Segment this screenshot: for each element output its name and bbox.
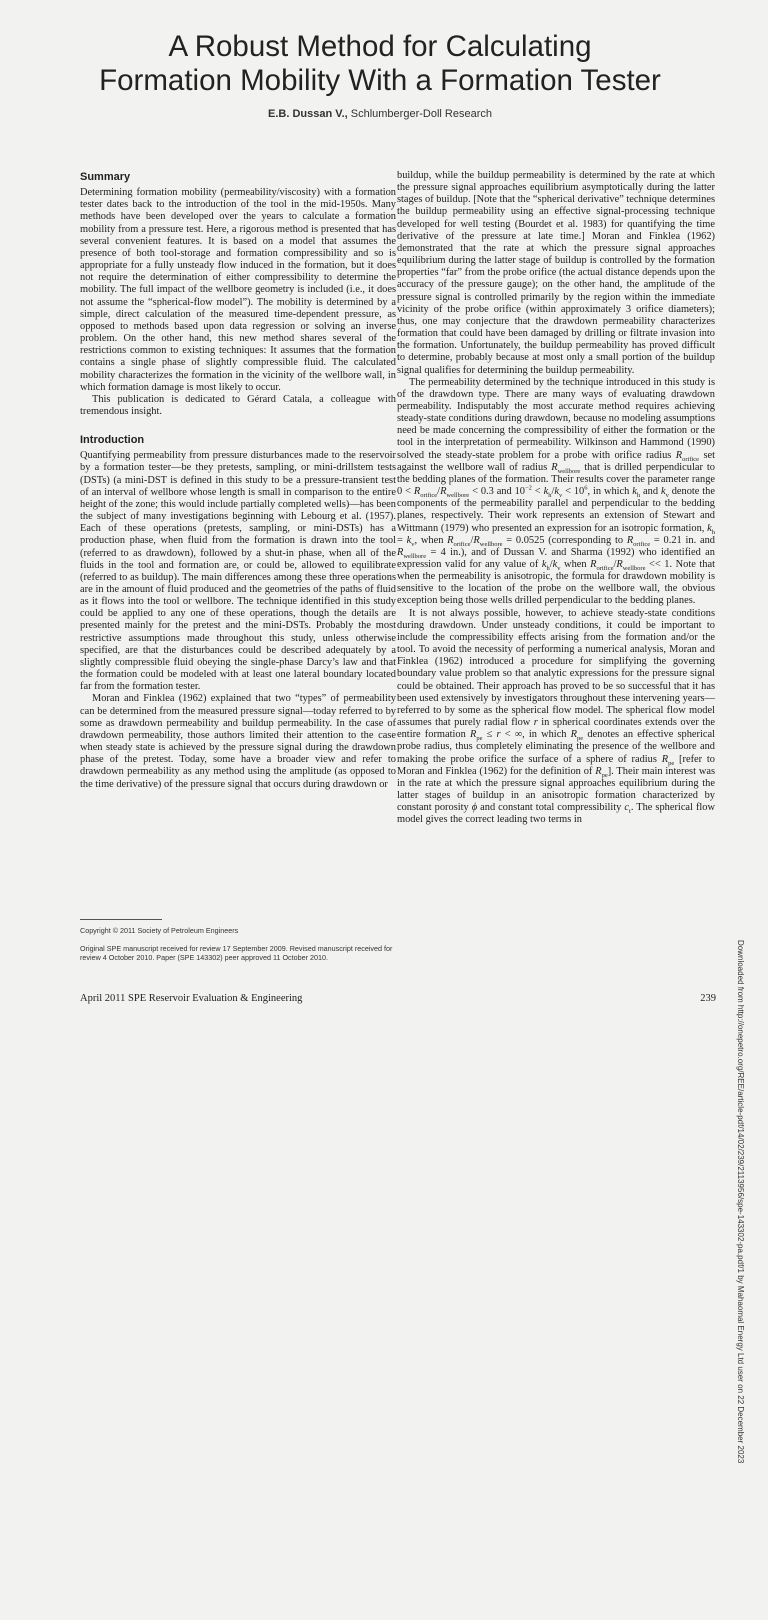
introduction-paragraph-1: Quantifying permeability from pressure disturbances made to the reservoir by a formation tester—be they pretests, sampling, or mini-drillstem tests (DSTs) (a mini-DST is defined in this study to be a pressure-transient test of an interval of wellbore whose length is small in comparison to the entire height of the zone; this would include partially completed wells)—has been the subject of many investigations beginning with Lebourg et al. (1957). Each of these operations (pretests, sampling, or mini-DSTs) has a production phase, when fluid from the formation is drawn into the tool (referred to as drawdown), followed by a shut-in phase, when all of the fluids in the tool and formation are, or could be, allowed to equilibrate (referred to as buildup). The main differences among these three operations are in the amount of fluid produced and the geometries of the paths of fluid as it flows into the tool or wellbore. The technique identified in this study could be applied to any one of these operations, though the details are presented mainly for the pretest and the mini-DSTs. Probably the most restrictive assumptions made throughout this study, unless otherwise specified, are that the disturbances could be described adequately by a slightly compressible fluid obeying the single-phase Darcy’s law and that the formation could be modeled with at least one lateral boundary located far from the formation tester. [80,450,396,693]
author-affiliation: Schlumberger-Doll Research [350,108,492,120]
author-line [40,108,720,120]
paper-title [40,30,720,98]
copyright-note: Copyright © 2011 Society of Petroleum Engineers [80,926,239,935]
left-column [80,171,396,791]
title-line-1: A Robust Method for Calculating [168,30,592,63]
title-line-2: Formation Mobility With a Formation Tester [99,64,661,97]
journal-footer: April 2011 SPE Reservoir Evaluation & Engineering [80,993,303,1004]
right-paragraph-1: buildup, while the buildup permeability is determined by the rate at which the pressure signal approaches equilibrium asymptotically during the latter stages of buildup. [Note that the “spherical derivative” technique determines the buildup permeability using an effective signal-processing technique developed for well testing (Bourdet et al. 1983) for quantifying the time derivative of the pressure at late time.] Moran and Finklea (1962) demonstrated that the rate at which the pressure signal approaches equilibrium during the latter stage of buildup is controlled by the formation properties “far” from the probe orifice (the actual distance depends upon the accuracy of the pressure gauge); on the other hand, the amplitude of the pressure signal is controlled primarily by the region within the immediate vicinity of the probe orifice (within approximately 3 orifice diameters); thus, one may conjecture that the drawdown permeability characterizes formation that could have been damaged by drilling or filtrate invasion into the formation. Unfortunately, the buildup permeability has proved difficult to determine, probably because at most only a small portion of the buildup signal qualifies for determining the buildup permeability. [397,170,715,376]
footnote-rule [80,919,162,920]
summary-heading: Summary [80,171,131,183]
manuscript-received-note: Original SPE manuscript received for review 17 September 2009. Revised manuscript received for review 4 October 2010. Paper (SPE 143302) peer approved 11 October 2010. [80,944,393,963]
introduction-heading: Introduction [80,434,145,447]
page-number: 239 [700,993,716,1004]
download-sidenote: Downloaded from http://onepetro.org/REE/article-pdf/14/02/239/2113956/spe-143302-pa.pdf/1 by Mahaomal Energy Ltd user on 22 December 2023 [736,940,745,1464]
introduction-paragraph-2: Moran and Finklea (1962) explained that two “types” of permeability can be determined from the measured pressure signal—today referred to by some as drawdown permeability and buildup permeability. In the case of drawdown permeability, those authors limited their attention to the case when steady state is achieved by the pressure signal during the drawdown phase of the pretest. Today, some have a broader view and refer to drawdown permeability as any method using the amplitude (as opposed to the time derivative) of the pressure signal that occurs during drawdown or [80,693,396,790]
right-paragraph-3: It is not always possible, however, to achieve steady-state conditions during drawdown. Under unsteady conditions, it could be important to include the compressibility effects arising from the formation and/or the tool. To avoid the necessity of performing a numerical analysis, Moran and Finklea (1962) introduced a procedure for simplifying the governing boundary value problem so that analytic expressions for the pressure signal could be obtained. Their approach has proved to be so successful that it has been used extensively by investigators throughout these intervening years—referred to by some as the spherical flow model. The spherical flow model assumes that purely radial flow r in spherical coordinates extends over the entire formation $R_{pe} \le r$ < ∞, in which $R_{pe}$ denotes an effective spherical probe radius, thus completely eliminating the presence of the wellbore and making the probe orifice the surface of a sphere of radius $R_{pe}$ [refer to Moran and Finklea (1962) for the definition of $R_{pe}$]. Their main interest was in the rate at which the pressure signal approaches equilibrium during the latter stages of buildup in an anisotropic formation characterized by constant porosity ϕ and constant total compressibility $c_t$. The spherical flow model gives the correct leading two terms in [397,607,716,826]
right-paragraph-2: The permeability determined by the technique introduced in this study is of the drawdown type. There are many ways of evaluating drawdown permeability. Indisputably the most accurate method requires achieving steady-state conditions during drawdown, because no modeling assumptions need be made concerning the compressibility of either the formation or the tool in the interpretation of permeability. Wilkinson and Hammond (1990) solved the steady-state problem for a probe with orifice radius $R_{orifice}$ set against the wellbore wall of radius $R_{wellbore}$ that is drilled perpendicular to the bedding planes of the formation. Their results cover the parameter range $0 < R_{orifice}/R_{wellbore} < 0.3$ and $10^{-2} < k_h/k_v < 10^6$, in which $k_h$ and $k_v$ denote the components of the permeability parallel and perpendicular to the bedding planes, respectively. Their work represents an extension of Stewart and Wittmann (1979) who presented an expression for an isotropic formation, $k_h = k_v$, when $R_{orifice}/R_{wellbore} = 0.0525$ (corresponding to $R_{orifice} = 0.21$ in. and $R_{wellbore} = 4$ in.), and of Dussan V. and Sharma (1992) who identified an expression valid for any value of $k_h/k_v$ when $R_{orifice}/R_{wellbore} << 1$. Note that when the permeability is anisotropic, the formula for drawdown mobility is sensitive to the location of the probe on the wellbore wall, the obvious exception being those wells drilled perpendicular to the bedding planes. [397,376,716,607]
dedication-paragraph: This publication is dedicated to Gérard Catala, a colleague with tremendous insight. [80,393,396,417]
right-column [397,170,715,826]
summary-paragraph: Determining formation mobility (permeability/viscosity) with a formation tester dates back to the introduction of the tool in the mid-1950s. Many methods have been developed over the years to calculate a formation mobility from a pressure test. Here, a rigorous method is presented that has several convenient features. It is based on a model that assumes the presence of both tool-storage and formation compressibility and so is appropriate for a fully unsteady flow induced in the formation, but it does not require the determination of either compressibility to determine the mobility. The full impact of the wellbore geometry is included (i.e., it does not assume the “spherical-flow model”). The mobility is determined by a simple, direct calculation of the measured time-dependent pressure, as opposed to methods based upon data regression or solving an inverse problem. On the other hand, this new method shares several of the restrictions common to existing techniques: It assumes that the formation contains a single phase of slightly compressible fluid. The calculated mobility characterizes the formation in the vicinity of the wellbore wall, in which formation damage is most likely to occur. [80,187,396,393]
author-name: E.B. Dussan V., [268,108,348,120]
